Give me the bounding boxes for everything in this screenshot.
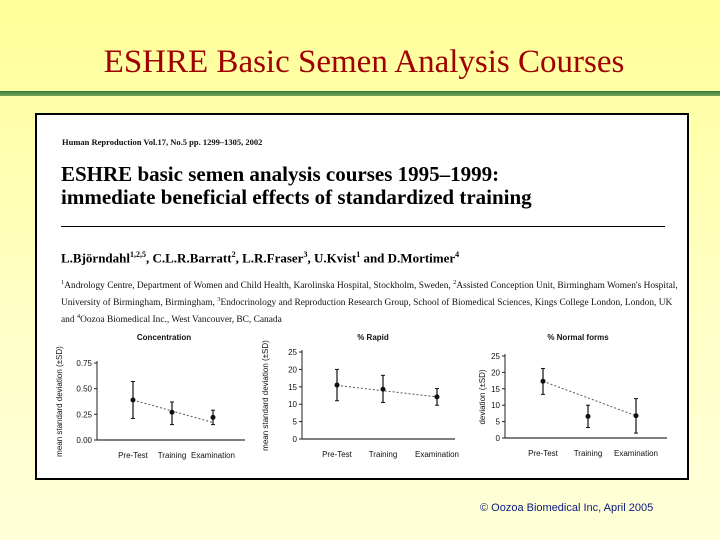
- y-tick-label: 20: [288, 365, 297, 375]
- trend-line: [543, 381, 636, 415]
- x-tick-label: Examination: [190, 451, 236, 460]
- data-point: [381, 387, 386, 392]
- y-tick-label: 25: [491, 352, 500, 361]
- slide-title: ESHRE Basic Semen Analysis Courses: [103, 44, 625, 80]
- author-name: C.L.R.Barratt: [152, 250, 232, 266]
- affiliation-text: Endocrinology and Reproduction Research Group, School of Biomedical Sciences, Kings College London, London, UK and: [61, 298, 673, 326]
- y-tick-label: 0: [495, 434, 500, 443]
- affiliation-text: Assisted Conception Unit, Birmingham Women's Hospital, University of Birmingham, Birmingham,: [61, 281, 678, 309]
- y-tick-label: 5: [292, 417, 297, 427]
- copyright-footer: © Oozoa Biomedical Inc, April 2005: [480, 502, 654, 514]
- data-point: [541, 379, 546, 384]
- data-point: [634, 413, 639, 418]
- author-affiliation-mark: 1,2,5: [130, 250, 146, 259]
- y-tick-label: 15: [288, 382, 297, 392]
- y-tick-label: 0.75: [76, 359, 92, 368]
- affiliation-mark: 1: [61, 279, 65, 286]
- y-tick-label: 0.50: [76, 384, 92, 394]
- author-affiliation-mark: 4: [455, 250, 460, 259]
- trend-line: [337, 385, 437, 396]
- author-name: L.R.Fraser: [242, 250, 304, 266]
- author-name: L.Björndahl: [61, 250, 130, 266]
- x-tick-label: Examination: [613, 449, 659, 458]
- affiliation-mark: 2: [453, 279, 457, 286]
- data-point: [335, 383, 340, 388]
- x-tick-label: Training: [573, 449, 603, 458]
- data-point: [435, 394, 440, 399]
- y-tick-label: 25: [288, 348, 297, 357]
- author-separator: ,: [307, 250, 314, 266]
- y-axis-label: deviation (±SD): [478, 369, 487, 425]
- paper-title-line-2: immediate beneficial effects of standardized training: [61, 185, 532, 209]
- x-tick-label: Pre-Test: [118, 451, 148, 460]
- y-tick-label: 0.00: [76, 436, 92, 445]
- data-point: [586, 414, 591, 419]
- y-tick-label: 5: [495, 417, 500, 427]
- data-point: [170, 410, 175, 415]
- data-point: [211, 415, 216, 420]
- author-separator: ,: [235, 250, 243, 266]
- author-separator: and: [360, 250, 388, 266]
- author-affiliation-mark: 3: [303, 250, 308, 259]
- y-tick-label: 20: [491, 368, 500, 378]
- author-name: U.Kvist: [313, 250, 357, 266]
- x-tick-label: Training: [157, 451, 187, 460]
- affiliation-mark: 3: [217, 296, 221, 304]
- y-tick-label: 15: [491, 384, 500, 394]
- author-separator: ,: [146, 250, 153, 266]
- author-affiliation-mark: 2: [231, 250, 236, 259]
- author-affiliation-mark: 1: [356, 250, 361, 259]
- x-tick-label: Examination: [414, 450, 460, 459]
- paper-title-line-1: ESHRE basic semen analysis courses 1995–1999:: [61, 162, 500, 186]
- y-tick-label: 10: [288, 400, 297, 410]
- y-axis-label: mean standard deviation (±SD): [55, 346, 64, 457]
- affiliation-text: Oozoa Biomedical Inc., West Vancouver, BC, Canada: [80, 315, 282, 326]
- chart-title: % Rapid: [357, 333, 389, 342]
- affiliation-text: Andrology Centre, Department of Women and Child Health, Karolinska Hospital, Stockholm, Sweden,: [64, 281, 454, 292]
- x-tick-label: Training: [368, 450, 398, 459]
- chart-title: Concentration: [136, 333, 192, 342]
- author-name: D.Mortimer: [387, 250, 456, 266]
- y-tick-label: 10: [491, 401, 500, 411]
- data-point: [131, 397, 136, 402]
- y-axis-label: mean standard deviation (±SD): [261, 340, 270, 451]
- x-tick-label: Pre-Test: [528, 449, 558, 458]
- journal-citation: Human Reproduction Vol.17, No.5 pp. 1299–1305, 2002: [62, 137, 263, 147]
- chart-title: % Normal forms: [547, 333, 609, 342]
- y-tick-label: 0: [292, 435, 297, 444]
- y-tick-label: 0.25: [76, 410, 92, 420]
- affiliation-mark: 4: [76, 313, 81, 321]
- x-tick-label: Pre-Test: [322, 450, 352, 459]
